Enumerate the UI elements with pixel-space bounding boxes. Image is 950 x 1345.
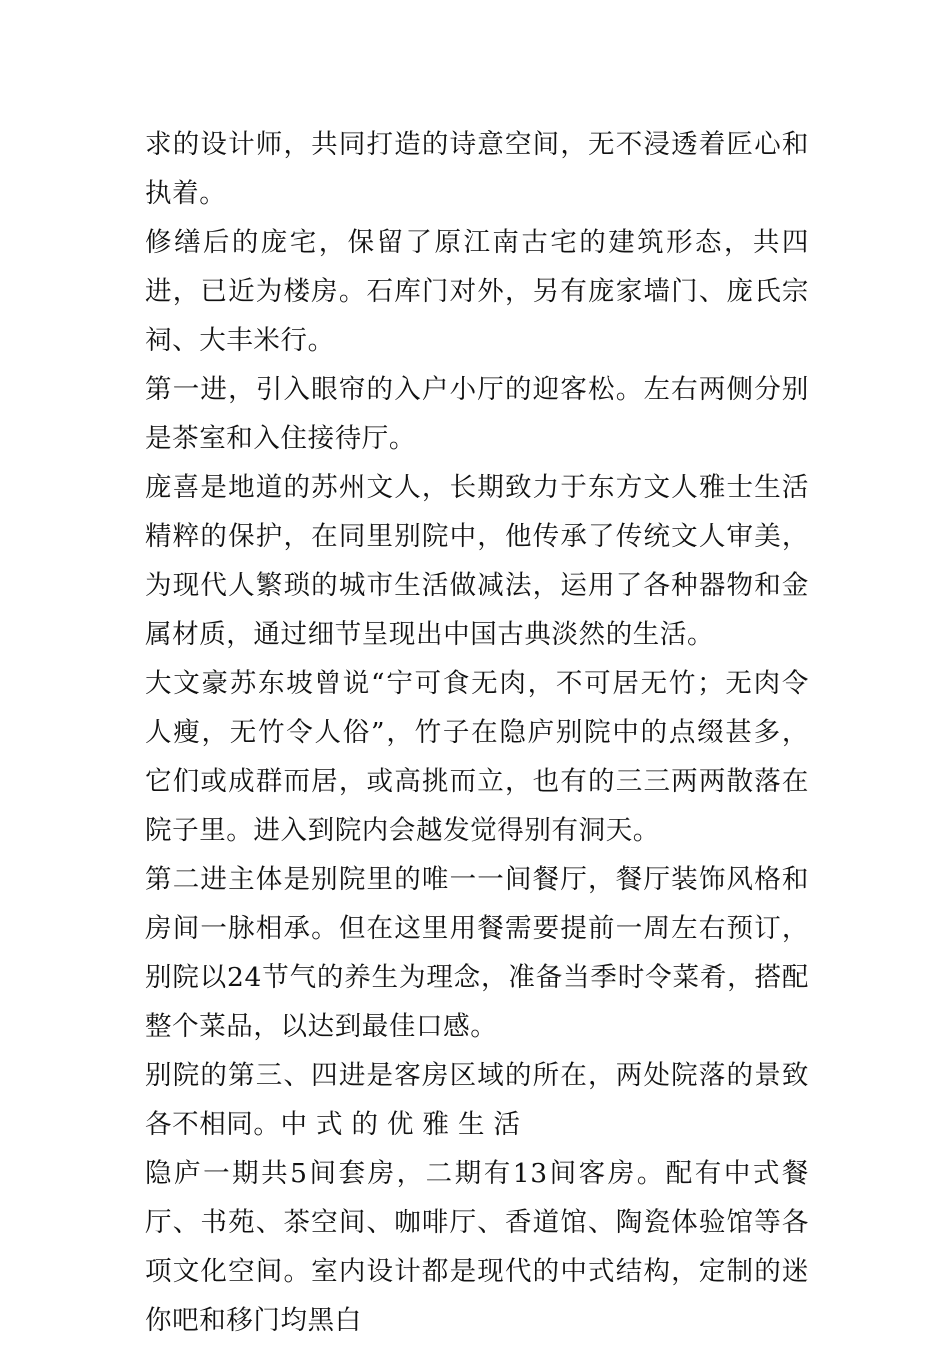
paragraph-third-fourth-courtyard xyxy=(145,1051,809,1149)
paragraph-renovation: 修缮后的庞宅，保留了原江南古宅的建筑形态，共四进，已近为楼房。石库门对外，另有庞家墙门、庞氏宗祠、大丰米行。 xyxy=(145,227,809,356)
paragraph-bamboo: 大文豪苏东坡曾说“宁可食无肉，不可居无竹；无肉令人瘦，无竹令人俗”，竹子在隐庐别院中的点缀甚多，它们或成群而居，或高挑而立，也有的三三两两散落在院子里。进入到院内会越发觉得别有洞天。 xyxy=(145,668,809,846)
paragraph-first-courtyard: 第一进，引入眼帘的入户小厅的迎客松。左右两侧分别是茶室和入住接待厅。 xyxy=(145,374,809,454)
paragraph-intro-continuation: 求的设计师，共同打造的诗意空间，无不浸透着匠心和执着。 xyxy=(145,129,809,209)
paragraph-second-courtyard: 第二进主体是别院里的唯一一间餐厅，餐厅装饰风格和房间一脉相承。但在这里用餐需要提前一周左右预订，别院以24节气的养生为理念，准备当季时令菜肴，搭配整个菜品，以达到最佳口感。 xyxy=(145,864,809,1042)
document-page xyxy=(145,120,809,1345)
paragraph-text: 别院的第三、四进是客房区域的所在，两处院落的景致各不相同。 xyxy=(145,1060,809,1140)
section-heading: 中式的优雅生活 xyxy=(280,1109,529,1140)
paragraph-pang-xi: 庞喜是地道的苏州文人，长期致力于东方文人雅士生活精粹的保护，在同里别院中，他传承了传统文人审美，为现代人繁琐的城市生活做减法，运用了各种器物和金属材质，通过细节呈现出中国古典淡然的生活。 xyxy=(145,472,809,650)
paragraph-rooms: 隐庐一期共5间套房，二期有13间客房。配有中式餐厅、书苑、茶空间、咖啡厅、香道馆、陶瓷体验馆等各项文化空间。室内设计都是现代的中式结构，定制的迷你吧和移门均黑白 xyxy=(145,1158,809,1336)
